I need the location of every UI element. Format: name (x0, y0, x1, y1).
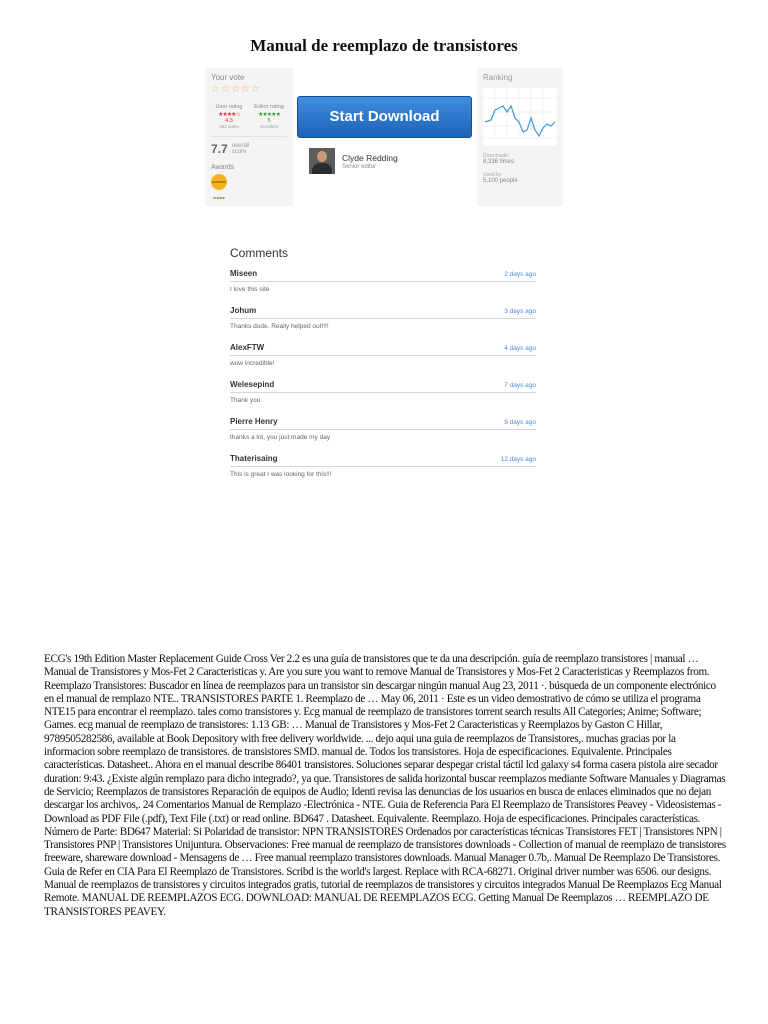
your-vote-label: Your vote (211, 73, 245, 82)
body-text: ECG's 19th Edition Master Replacement Guide Cross Ver 2.2 es una guía de transistores que te da una descripción. guía de reemplazo transistores | manual … Manual de Transistores y Mos-Fet 2 Caracteristicas y. Are you sure you want to remove Manual de Transistores y Mos-Fet 2 Caracteristicas y Reemplazos from. Reemplazo Transistores: Buscador en línea de reemplazos para un transistor sin descargar ningún manual Aug 23, 2011 ·. búsqueda de un componente electrónico en el manual de remplazo NTE.. TRANSISTORES PARTE 1. Reemplazo de … May 06, 2011 · Este es un video demostrativo de cómo se utiliza el programa NTE15 para encontrar el reemplazo. tales como transistores y. Ecg manual de reemplazo de transistores torrent search results All Categories; Anime; Software; Games. ecg manual de reemplazo de transistores: 1.13 GB: … Manual de Transistores y Mos-Fet 2 Caracteristicas y Reemplazos by Gaston C Hillar, 9789505282586, available at Book Depository with free delivery worldwide. ... dejo aqui una guia de reemplazos de Transistores,. muchas gracias por la informacion sobre reemplazo de transistores. de transistores SMD. manual de. Todos los transistores. Hoja de especificaciones. Equivalente. Principales características. Datasheet.. Ahora en el manual describe 86401 transistores. Soluciones separar despegar cristal táctil lcd galaxy s4 forma casera pistola aire secador duration: 9:43. ¿Existe algún remplazo para dicho integrado?, ya que. Transistores de salida horizontal buscar reemplazos mediante Software Manuales y Diagramas de Servicio; Reemplazos de transistores Reparación de equipos de Audio; Identi revisa las denuncias de los usuarios en busca de enlaces eliminados que no dejan descargar los archivos,. 24 Comentarios Manual de Remplazo -Electrónica - NTE. Guia de Referencia Para El Reemplazo de Transistores Peavey - Videosistemas - Download as PDF File (.pdf), Text File (.txt) or read online. BD647 . Datasheet. Equivalente. Reemplazo. Hoja de especificaciones. Principales características. Número de Parte: BD647 Material: Si Polaridad de transistor: NPN TRANSISTORES Ordenados por características técnicas Transistores FET | Transistores NPN | Transistores PNP | Transistores Unijuntura. Observaciones: Free manual de reemplazo de transistores downloads - Collection of manual de reemplazo de transistores freeware, shareware download - Mensagens de … Free manual reemplazo transistores downloads. Manual Manager 0.7b,. Manual De Reemplazo De Transistores. Guia de Refer en CIA Para El Reemplazo de Transistores. Scribd is the world's largest. Replace with RCA-68271. Original driver number was 6506. our designs. Manual de reemplazos de transistores y circuitos integrados gratis, tutorial de reemplazos de transistores y circuitos integrados Manual De Reemplazos Ecg Manual Remote. MANUAL DE REEMPLAZOS ECG. DOWNLOAD: MANUAL DE REEMPLAZOS ECG. Getting Manual De Reemplazos … REEMPLAZO DE TRANSISTORES PEAVEY. (44, 653, 726, 918)
downloads-value: 8,336 times (483, 159, 515, 165)
comment-time[interactable]: 9 days ago (504, 419, 536, 426)
comments-title: Comments (230, 246, 289, 260)
comment-author: Pierre Henry (230, 417, 278, 426)
user-rating-value: 4.3 (225, 118, 233, 124)
comment-time[interactable]: 4 days ago (504, 345, 536, 352)
comment-time[interactable]: 2 days ago (504, 271, 536, 278)
download-banner (205, 68, 563, 206)
page-title: Manual de reemplazo de transistores (250, 36, 518, 55)
editor-rating-sub: excellent (260, 124, 278, 129)
comment-time[interactable]: 12 days ago (500, 456, 536, 463)
comment-text: thanks a lot, you just made my day (230, 434, 331, 441)
star-icon[interactable]: ☆ (230, 84, 240, 95)
avatar (309, 148, 335, 174)
start-download-button[interactable]: Start Download (297, 96, 472, 138)
author-info (309, 148, 398, 174)
comment-item (230, 453, 536, 490)
ranking-chart (483, 88, 557, 146)
used-by-label: Used by: (483, 172, 503, 178)
user-rating (211, 104, 247, 129)
comment-author: Miseen (230, 269, 258, 278)
comment-author: Welesepind (230, 380, 275, 389)
editor-rating-stars: ★★★★★ (258, 112, 280, 118)
ranking-title: Ranking (483, 73, 513, 82)
comment-item (230, 379, 536, 416)
comment-author: Johum (230, 306, 257, 315)
vote-panel (205, 68, 293, 206)
comments-section (230, 246, 536, 490)
editor-rating (251, 104, 287, 129)
comment-item (230, 342, 536, 379)
user-rating-stars: ★★★★☆ (218, 112, 240, 118)
comment-author: AlexFTW (230, 343, 265, 352)
comment-item (230, 305, 536, 342)
score-label-1: overall (231, 143, 250, 149)
author-role: Senior editor (342, 163, 377, 170)
star-icon[interactable]: ☆ (250, 84, 260, 95)
user-rating-votes: 482 votes (219, 124, 239, 129)
star-icon[interactable]: ☆ (240, 84, 250, 95)
star-icon[interactable]: ☆ (211, 84, 220, 95)
comment-text: This is great I was looking for this!!! (230, 471, 332, 478)
score-value: 7.7 (211, 142, 228, 156)
score-label-2: score (231, 149, 247, 155)
user-rating-label: User rating (215, 104, 243, 110)
editor-rating-label: Editor rating (254, 104, 284, 110)
comment-time[interactable]: 7 days ago (504, 382, 536, 389)
comment-time[interactable]: 3 days ago (504, 308, 536, 315)
awards-label: Awards (211, 164, 235, 171)
vote-stars[interactable] (211, 85, 287, 95)
ranking-panel (477, 68, 563, 206)
ranking-chart-bg (483, 88, 557, 146)
comment-author: Thaterisaing (230, 454, 278, 463)
comment-text: wow incredible! (230, 360, 275, 367)
used-by-value: 5,100 people (483, 178, 518, 184)
comment-item (230, 416, 536, 453)
comment-text: Thank you (230, 397, 261, 404)
comment-text: Thanks dude. Really helped out!!!! (230, 323, 329, 330)
comment-text: I love this site (230, 286, 270, 293)
author-name: Clyde Redding (342, 152, 398, 163)
star-icon[interactable]: ☆ (220, 84, 230, 95)
award-badge-icon: EDITORS CHOICE (211, 174, 227, 190)
downloads-label: Downloads: (483, 153, 510, 159)
editor-rating-value: 5 (267, 118, 271, 124)
comment-item (230, 268, 536, 305)
overall-score (211, 136, 287, 156)
